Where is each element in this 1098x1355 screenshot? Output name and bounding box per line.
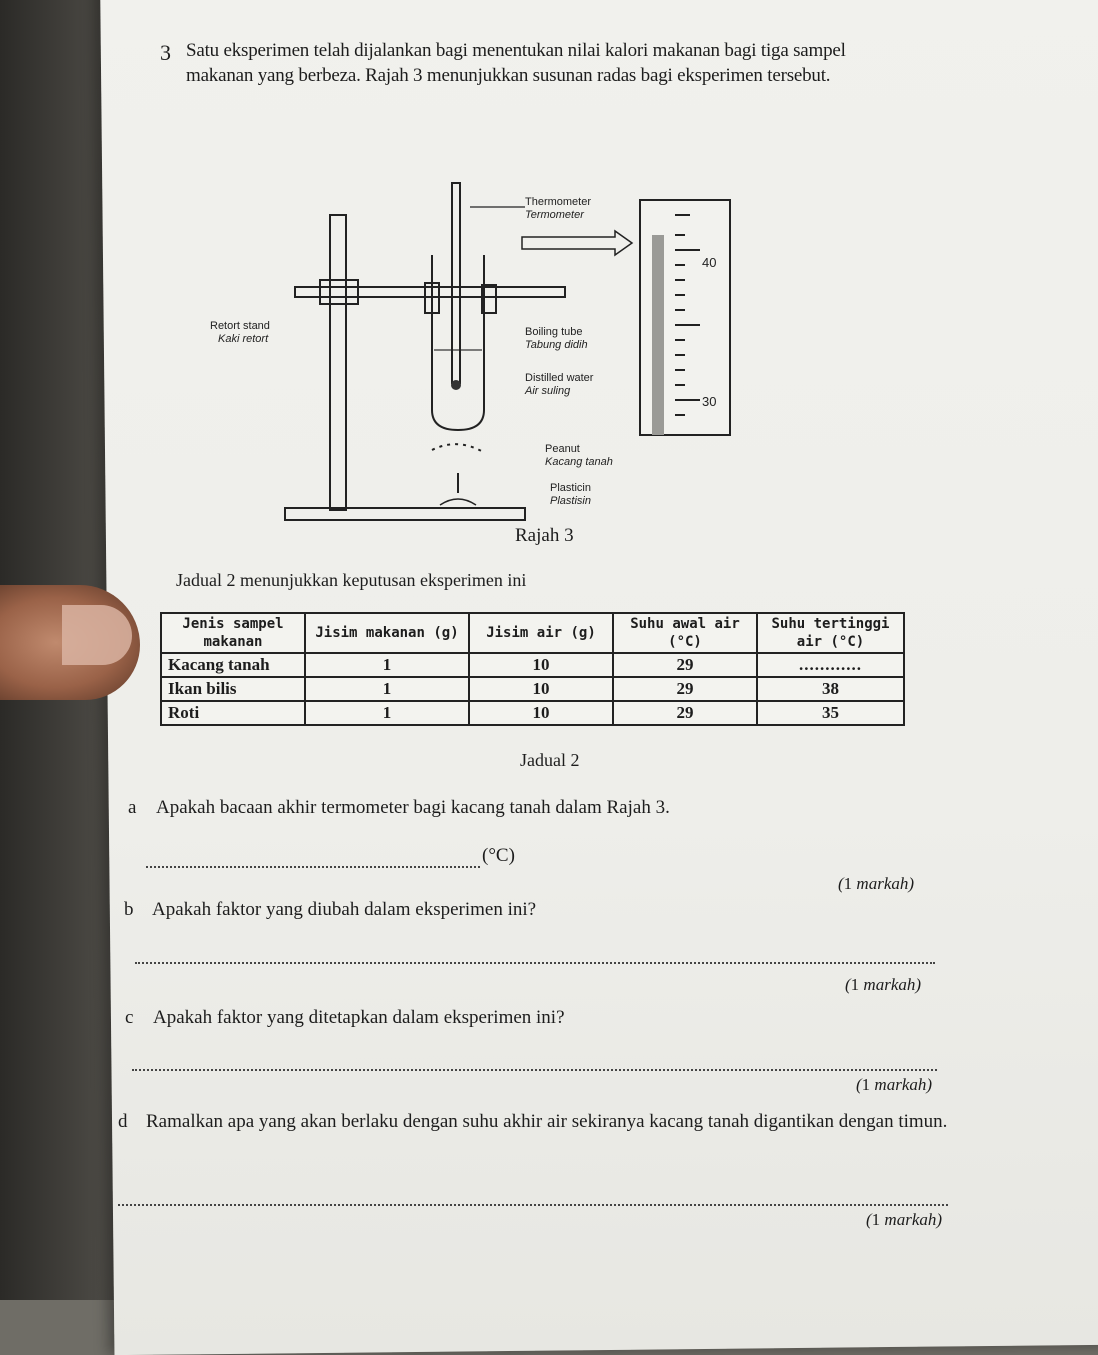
label-water-en: Distilled water — [525, 372, 594, 384]
thermometer-bulb — [451, 380, 461, 390]
label-peanut-ms: Kacang tanah — [545, 456, 613, 468]
scale-label-40: 40 — [702, 255, 717, 270]
question-a-text: Apakah bacaan akhir termometer bagi kacang tanah dalam Rajah 3. — [156, 797, 670, 818]
cell-highest-temp: 38 — [757, 677, 904, 701]
cell-sample: Roti — [161, 701, 305, 725]
table-row — [161, 677, 904, 701]
header-highest-temp: Suhu tertinggi air (°C) — [757, 613, 904, 653]
label-plasticin-ms: Plastisin — [550, 495, 591, 507]
question-b-letter: b — [124, 899, 134, 920]
question-d — [118, 1104, 978, 1139]
question-number: 3 — [160, 40, 171, 65]
cell-water-mass: 10 — [469, 701, 613, 725]
arrow-to-scale — [522, 231, 632, 255]
table-caption: Jadual 2 — [520, 750, 580, 770]
question-a-letter: a — [128, 797, 137, 818]
question-a-unit: (°C) — [482, 845, 515, 866]
question-a — [128, 797, 670, 819]
mark-b: (1 markah) — [845, 975, 922, 994]
answer-line-a[interactable] — [146, 866, 480, 868]
retort-clamp-arm — [295, 287, 565, 297]
boiling-tube — [432, 255, 484, 430]
table-intro: Jadual 2 menunjukkan keputusan eksperimen ini — [176, 570, 527, 590]
header-water-mass: Jisim air (g) — [469, 613, 613, 653]
header-sample: Jenis sampel makanan — [161, 613, 305, 653]
question-intro: Satu eksperimen telah dijalankan bagi menentukan nilai kalori makanan bagi tiga sampel makanan yang berbeza. Rajah 3 menunjukkan susunan radas bagi eksperimen tersebut. — [186, 40, 846, 86]
figure-caption: Rajah 3 — [515, 525, 574, 546]
header-initial-temp: Suhu awal air (°C) — [613, 613, 757, 653]
thermometer-stem — [452, 183, 460, 383]
retort-stand-base — [285, 508, 525, 520]
question-b-text: Apakah faktor yang diubah dalam eksperimen ini? — [152, 899, 537, 920]
mark-d: (1 markah) — [866, 1210, 943, 1229]
label-retort-en: Retort stand — [210, 320, 270, 332]
cell-food-mass: 1 — [305, 677, 469, 701]
question-c — [125, 1007, 565, 1029]
table-row — [161, 653, 904, 677]
cell-initial-temp: 29 — [613, 653, 757, 677]
label-boiling-en: Boiling tube — [525, 326, 583, 338]
question-b — [124, 899, 536, 921]
cell-highest-temp-blank[interactable]: ............ — [757, 653, 904, 677]
mark-c: (1 markah) — [856, 1075, 933, 1094]
table-header-row — [161, 613, 904, 653]
cell-sample: Kacang tanah — [161, 653, 305, 677]
question-d-text: Ramalkan apa yang akan berlaku dengan suhu akhir air sekiranya kacang tanah digantikan dengan timun. — [146, 1111, 948, 1132]
question-c-text: Apakah faktor yang ditetapkan dalam eksperimen ini? — [153, 1007, 565, 1028]
cell-sample: Ikan bilis — [161, 677, 305, 701]
plasticin-lump — [440, 499, 476, 505]
question-c-letter: c — [125, 1007, 134, 1028]
label-thermometer-en: Thermometer — [525, 196, 592, 208]
cell-water-mass: 10 — [469, 677, 613, 701]
question-d-letter: d — [118, 1111, 128, 1132]
scale-label-30: 30 — [702, 394, 717, 409]
label-water-ms: Air suling — [525, 385, 571, 397]
answer-line-d[interactable] — [118, 1204, 948, 1206]
cell-highest-temp: 35 — [757, 701, 904, 725]
peanut-flame — [432, 444, 485, 453]
label-peanut-en: Peanut — [545, 443, 580, 455]
answer-line-b[interactable] — [135, 962, 935, 964]
mercury-column — [652, 235, 664, 435]
apparatus-diagram — [200, 175, 760, 555]
header-food-mass: Jisim makanan (g) — [305, 613, 469, 653]
label-retort-ms: Kaki retort — [218, 333, 269, 345]
cell-water-mass: 10 — [469, 653, 613, 677]
label-boiling-ms: Tabung didih — [525, 339, 588, 351]
cell-initial-temp: 29 — [613, 677, 757, 701]
mark-a: (1 markah) — [838, 874, 915, 893]
results-table — [160, 612, 905, 726]
cell-initial-temp: 29 — [613, 701, 757, 725]
cell-food-mass: 1 — [305, 701, 469, 725]
answer-line-c[interactable] — [132, 1069, 937, 1071]
retort-clamp-boss — [320, 280, 358, 304]
label-plasticin-en: Plasticin — [550, 482, 591, 494]
label-thermometer-ms: Termometer — [525, 209, 584, 221]
thumbnail — [62, 605, 132, 665]
retort-stand-rod — [330, 215, 346, 510]
cell-food-mass: 1 — [305, 653, 469, 677]
table-row — [161, 701, 904, 725]
